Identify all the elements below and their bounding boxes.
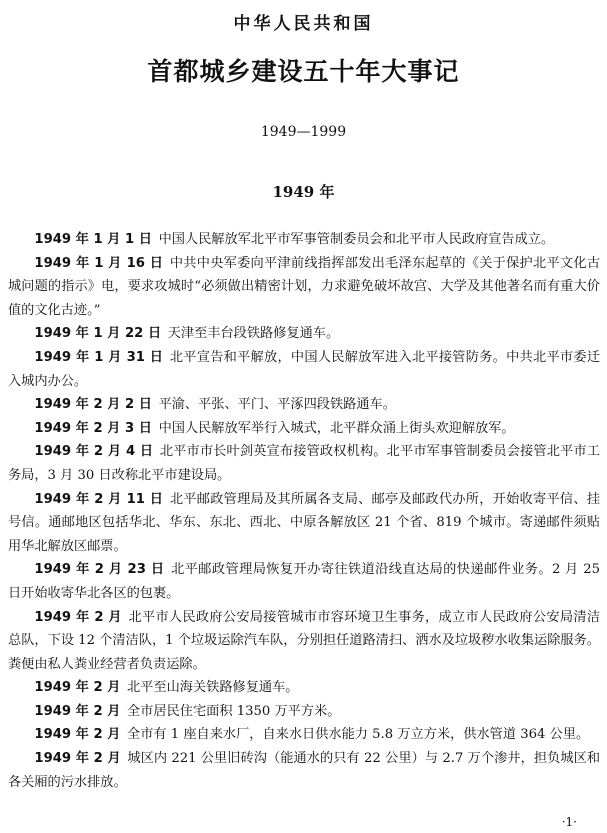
entry-date: 1949 年 2 月 11 日: [34, 491, 164, 507]
entry-text: 北平邮政管理局恢复开办寄往铁道沿线直达局的快递邮件业务。2 月 25 日开始收寄华北各区的包裹。: [8, 562, 600, 601]
entry-text: 北平至山海关铁路修复通车。: [127, 680, 299, 696]
year-range: 1949—1999: [260, 124, 347, 140]
list-item: [8, 228, 600, 252]
entry-date: 1949 年 2 月: [34, 703, 121, 719]
entry-text: 北平市人民政府公安局接管城市市容环境卫生事务，成立市人民政府公安局清洁总队，下设 12 个清洁队，1 个垃圾运除汽车队，分别担任道路清扫、洒水及垃圾秽水收集运除服务。粪便由私人粪业经营者负责运除。: [8, 609, 601, 672]
entry-text: 平渝、平张、平门、平涿四段铁路通车。: [158, 397, 396, 413]
entry-date: 1949 年 1 月 31 日: [34, 349, 164, 365]
entry-date: 1949 年 1 月 1 日: [34, 232, 152, 247]
entry-date: 1949 年 2 月 2 日: [34, 397, 152, 413]
entry-date: 1949 年 2 月 23 日: [34, 562, 165, 578]
list-item: [8, 676, 600, 700]
list-item: [8, 322, 600, 346]
entry-date: 1949 年 2 月: [34, 751, 121, 767]
list-item: [8, 723, 600, 747]
list-item: [8, 700, 600, 724]
book-title: 首都城乡建设五十年大事记: [147, 57, 460, 86]
entry-date: 1949 年 2 月: [34, 680, 121, 696]
list-item: [8, 747, 600, 794]
list-item: [8, 252, 600, 323]
page-number: ·1·: [561, 815, 577, 829]
entry-text: 天津至丰台段铁路修复通车。: [167, 326, 340, 342]
entry-text: 北平邮政管理局及其所属各支局、邮亭及邮政代办所，开始收寄平信、挂号信。通邮地区包括华北、华东、东北、西北、中原各解放区 21 个省、819 个城市。寄递邮件须贴用华北解放区邮票。: [8, 491, 601, 554]
entry-date: 1949 年 2 月: [34, 609, 122, 625]
entry-date: 1949 年 2 月 3 日: [34, 420, 152, 436]
entry-text: 中国人民解放军举行入城式，北平群众涌上街头欢迎解放军。: [158, 420, 515, 436]
list-item: [8, 393, 600, 417]
entry-text: 中国人民解放军北平市军事管制委员会和北平市人民政府宣告成立。: [158, 232, 555, 247]
country-heading: 中华人民共和国: [233, 14, 374, 34]
entry-date: 1949 年 1 月 16 日: [34, 255, 164, 271]
list-item: [8, 417, 600, 441]
entry-text: 城区内 221 公里旧砖沟（能通水的只有 22 公里）与 2.7 万个渗井，担负城区和各关厢的污水排放。: [8, 751, 601, 790]
entry-date: 1949 年 2 月 4 日: [34, 444, 154, 460]
list-item: [8, 488, 600, 559]
list-item: [8, 346, 600, 393]
entry-text: 北平市市长叶剑英宣布接管政权机构。北平市军事管制委员会接管北平市工务局，3 月 30 日改称北平市建设局。: [8, 444, 600, 483]
entry-text: 北平宣告和平解放，中国人民解放军进入北平接管防务。中共北平市委迁入城内办公。: [8, 349, 601, 389]
list-item: [8, 606, 600, 677]
entry-text: 全市有 1 座自来水厂，自来水日供水能力 5.8 万立方米，供水管道 364 公里。: [127, 727, 590, 743]
list-item: [8, 558, 600, 605]
entry-text: 全市居民住宅面积 1350 万平方米。: [127, 703, 341, 719]
section-year-heading: 1949 年: [272, 183, 335, 201]
entry-list: [8, 228, 600, 794]
list-item: [8, 440, 600, 487]
entry-date: 1949 年 2 月: [34, 727, 121, 743]
entry-text: 中共中央军委向平津前线指挥部发出毛泽东起草的《关于保护北平文化古城问题的指示》电，要求攻城时“必须做出精密计划，力求避免破坏故宫、大学及其他著名而有重大价值的文化古迹。”: [8, 255, 601, 318]
entry-date: 1949 年 1 月 22 日: [34, 326, 162, 342]
